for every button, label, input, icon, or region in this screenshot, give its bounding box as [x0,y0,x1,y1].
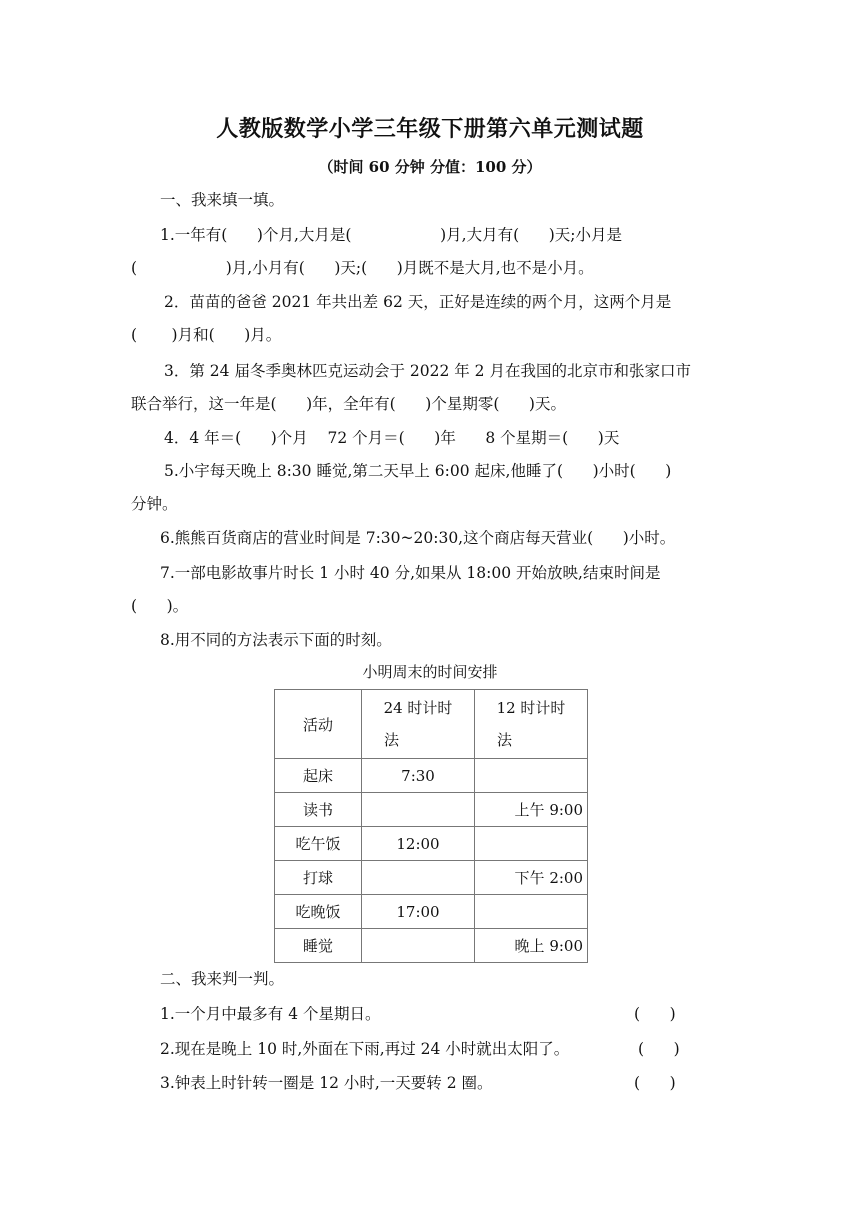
time12-cell [475,759,588,793]
activity-cell: 起床 [275,759,362,793]
activity-cell: 读书 [275,793,362,827]
judge-2: 2.现在是晚上 10 时,外面在下雨,再过 24 小时就出太阳了。 [160,1040,570,1058]
time12-cell: 上午 9:00 [475,793,588,827]
schedule-table [274,689,588,963]
header-activity: 活动 [275,690,362,759]
table-row [275,861,588,895]
time24-cell: 17:00 [362,895,475,929]
q8: 8.用不同的方法表示下面的时刻。 [160,631,392,649]
time12-cell: 晚上 9:00 [475,929,588,963]
q4: 4．4 年＝( )个月 72 个月＝( )年 8 个星期＝( )天 [164,429,620,447]
table-row [275,929,588,963]
judge-2-paren: ( ) [638,1040,680,1058]
time12-cell: 下午 2:00 [475,861,588,895]
activity-cell: 睡觉 [275,929,362,963]
section1-heading: 一、我来填一填。 [160,191,285,209]
time24-cell: 12:00 [362,827,475,861]
q5-line1: 5.小宇每天晚上 8:30 睡觉,第二天早上 6:00 起床,他睡了( )小时( ) [164,462,672,480]
table-row [275,759,588,793]
q7-line2: ( )。 [131,597,189,615]
section2-heading: 二、我来判一判。 [160,970,285,988]
table-caption: 小明周末的时间安排 [362,663,498,681]
q3-line1: 3．第 24 届冬季奥林匹克运动会于 2022 年 2 月在我国的北京市和张家口市 [164,362,691,380]
activity-cell: 吃晚饭 [275,895,362,929]
table-row [275,827,588,861]
time24-cell [362,793,475,827]
table-row [275,895,588,929]
table-row [275,793,588,827]
time24-cell: 7:30 [362,759,475,793]
q1-line2: ( )月,小月有( )天;( )月既不是大月,也不是小月。 [131,259,594,277]
page-subtitle: （时间 60 分钟 分值：100 分） [318,158,542,176]
header-12h: 12 时计时 法 [475,690,588,759]
activity-cell: 打球 [275,861,362,895]
header-24h: 24 时计时 法 [362,690,475,759]
activity-cell: 吃午饭 [275,827,362,861]
q2-line1: 2．苗苗的爸爸 2021 年共出差 62 天，正好是连续的两个月，这两个月是 [164,293,672,311]
judge-3: 3.钟表上时针转一圈是 12 小时,一天要转 2 圈。 [160,1074,493,1092]
judge-1-paren: ( ) [634,1005,676,1023]
table-header-row [275,690,588,759]
q6: 6.熊熊百货商店的营业时间是 7:30~20:30,这个商店每天营业( )小时。 [160,529,676,547]
q2-line2: ( )月和( )月。 [131,326,282,344]
q1-line1: 1.一年有( )个月,大月是( )月,大月有( )天;小月是 [160,226,622,244]
time12-cell [475,827,588,861]
time24-cell [362,929,475,963]
time24-cell [362,861,475,895]
q3-line2: 联合举行，这一年是( )年，全年有( )个星期零( )天。 [131,395,566,413]
q7-line1: 7.一部电影故事片时长 1 小时 40 分,如果从 18:00 开始放映,结束时间是 [160,564,661,582]
judge-1: 1.一个月中最多有 4 个星期日。 [160,1005,381,1023]
time12-cell [475,895,588,929]
judge-3-paren: ( ) [634,1074,676,1092]
page-title: 人教版数学小学三年级下册第六单元测试题 [216,116,644,142]
q5-line2: 分钟。 [131,495,178,513]
